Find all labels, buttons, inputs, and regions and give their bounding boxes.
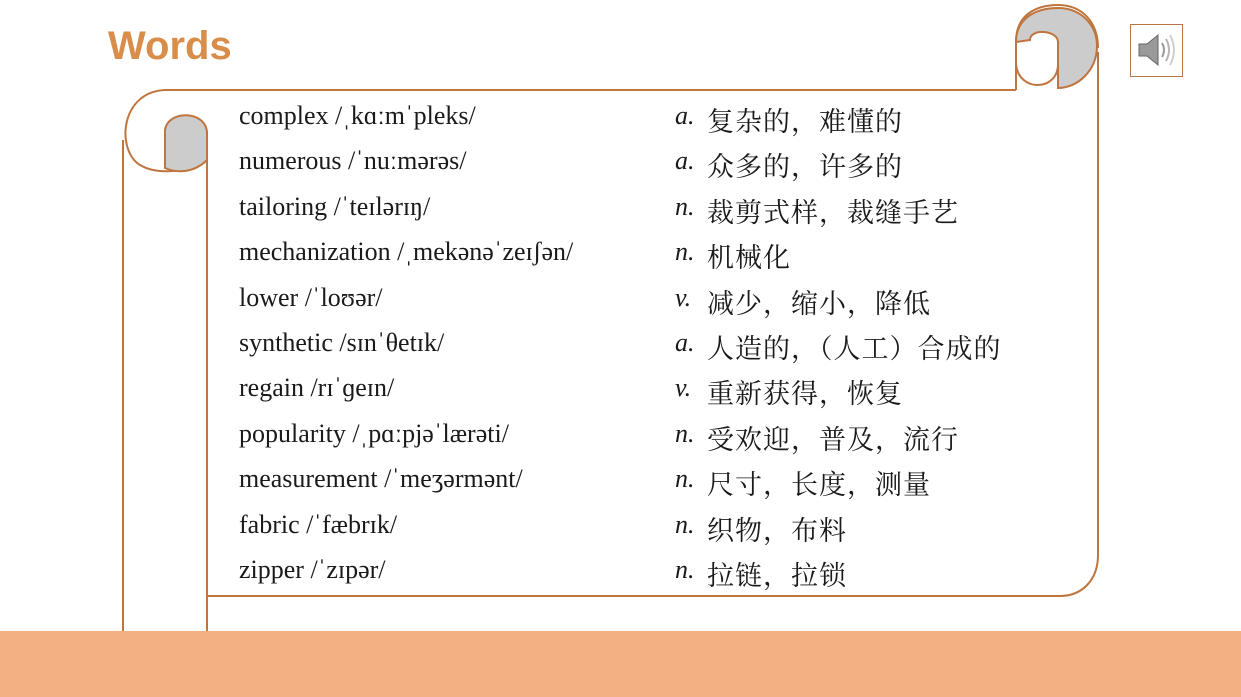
vocabulary-list: [239, 97, 1099, 596]
word-term: tailoring /ˈteɪlərɪŋ/: [239, 191, 431, 221]
word-term: numerous /ˈnuːmərəs/: [239, 146, 467, 176]
word-meaning: 复杂的，难懂的: [707, 107, 903, 138]
vocabulary-row: [239, 506, 1099, 551]
word-meaning: 减少，缩小，降低: [707, 288, 931, 320]
vocabulary-row: [239, 369, 1099, 414]
vocabulary-row: [239, 188, 1099, 233]
vocabulary-row: [239, 324, 1099, 369]
scroll-curl-left: [165, 115, 207, 171]
part-of-speech: n.: [675, 554, 695, 584]
word-term: regain /rɪˈɡeɪn/: [239, 373, 395, 403]
word-term: complex /ˌkɑːmˈpleks/: [239, 101, 476, 130]
word-meaning: 重新获得，恢复: [707, 379, 903, 411]
word-meaning: 尺寸，长度，测量: [707, 470, 931, 502]
part-of-speech: a.: [675, 327, 695, 357]
vocabulary-row: [239, 233, 1099, 278]
word-term: mechanization /ˌmekənəˈzeɪʃən/: [239, 237, 574, 267]
vocabulary-row: [239, 97, 1099, 142]
footer-bar: [0, 631, 1241, 697]
scroll-curl-right: [1016, 8, 1097, 88]
part-of-speech: n.: [675, 464, 695, 494]
word-meaning: 裁剪式样，裁缝手艺: [707, 197, 959, 229]
word-meaning: 织物，布料: [707, 515, 847, 547]
word-meaning: 众多的，许多的: [707, 152, 903, 184]
part-of-speech: a.: [675, 146, 695, 176]
vocabulary-row: [239, 551, 1099, 596]
word-term: lower /ˈloʊər/: [239, 282, 383, 312]
part-of-speech: n.: [675, 237, 695, 267]
vocabulary-row: [239, 142, 1099, 187]
part-of-speech: v.: [675, 282, 692, 312]
part-of-speech: n.: [675, 418, 695, 448]
part-of-speech: n.: [675, 509, 695, 539]
word-term: zipper /ˈzɪpər/: [239, 554, 386, 584]
word-term: measurement /ˈmeʒərmənt/: [239, 464, 523, 494]
vocabulary-row: [239, 460, 1099, 505]
word-meaning: 机械化: [707, 243, 791, 275]
part-of-speech: n.: [675, 191, 695, 221]
word-term: synthetic /sɪnˈθetɪk/: [239, 327, 445, 357]
vocabulary-row: [239, 415, 1099, 460]
part-of-speech: a.: [675, 101, 695, 130]
audio-button[interactable]: [1130, 24, 1183, 77]
slide-title: Words: [108, 24, 232, 68]
word-meaning: 拉链，拉锁: [707, 560, 847, 592]
word-meaning: 受欢迎，普及，流行: [707, 424, 959, 456]
word-term: popularity /ˌpɑːpjəˈlærəti/: [239, 418, 509, 448]
part-of-speech: v.: [675, 373, 692, 403]
word-meaning: 人造的，（人工）合成的: [707, 333, 1002, 365]
word-term: fabric /ˈfæbrɪk/: [239, 509, 398, 539]
speaker-icon: [1131, 25, 1181, 75]
vocabulary-row: [239, 279, 1099, 324]
